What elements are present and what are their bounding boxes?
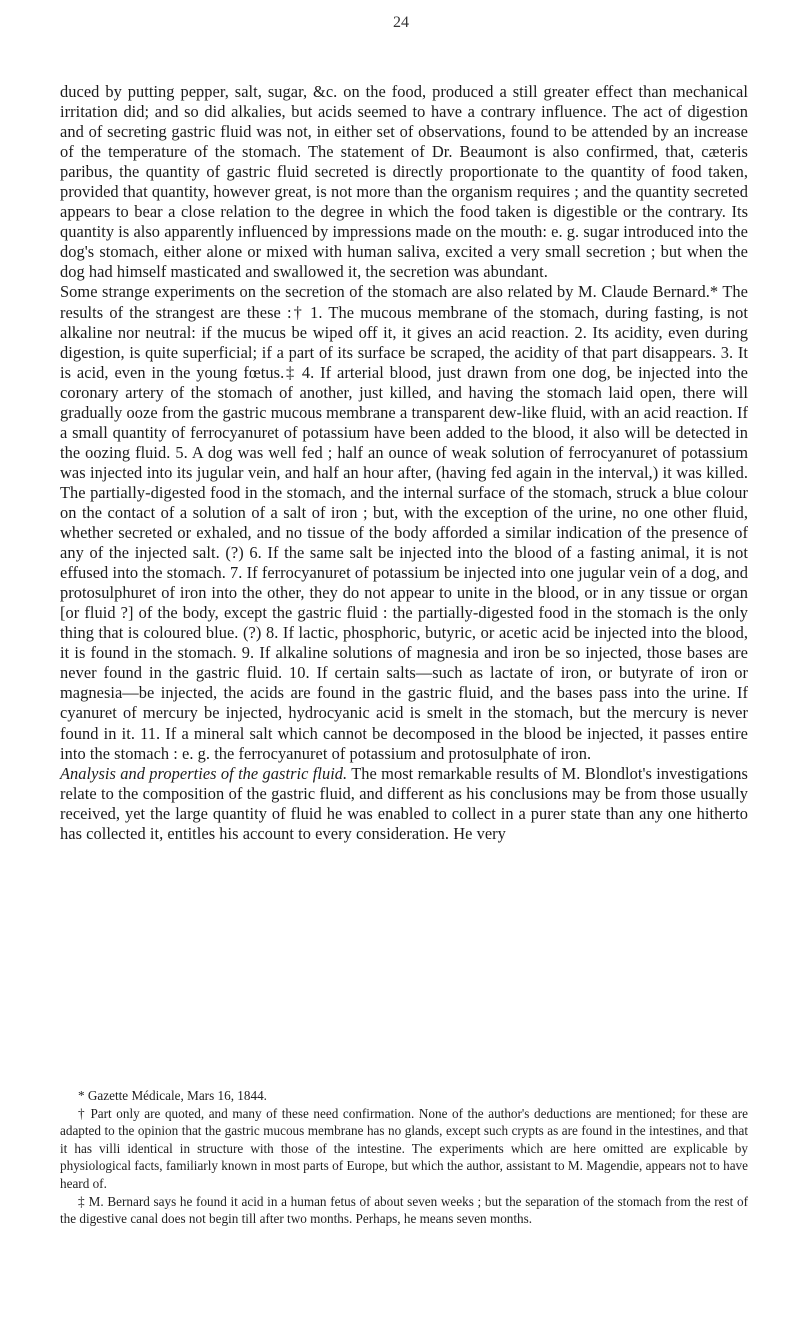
- footnote-1: * Gazette Médicale, Mars 16, 1844.: [78, 1088, 267, 1103]
- footnote-3: ‡ M. Bernard says he found it acid in a human fetus of about seven weeks ; but the separation of the stomach from the rest of the digestive canal does not begin till after two months. Perhaps, he means seven months.: [60, 1193, 748, 1227]
- paragraph-1: duced by putting pepper, salt, sugar, &c. on the food, produced a still greater effect than mechanical irritation did; and so did alkalies, but acids seemed to have a contrary influence. The act of digestion and of secreting gastric fluid was not, in either set of observations, found to be attended by an increase of the temperature of the stomach. The statement of Dr. Beaumont is also confirmed, that, cæteris paribus, the quantity of gastric fluid secreted is directly proportionate to the quantity of food taken, provided that quantity, however great, is not more than the organism requires ; and the quantity secreted appears to bear a close relation to the degree in which the food taken is digestible or the contrary. Its quantity is also apparently influenced by impressions made on the mouth: e. g. sugar introduced into the dog's stomach, either alone or mixed with human saliva, excited a very small secretion ; but when the dog had himself masticated and swallowed it, the secretion was abundant.: [60, 82, 748, 282]
- page-number: 24: [393, 14, 409, 31]
- section-heading: Analysis and properties of the gastric fluid.: [60, 763, 348, 783]
- section-text: The most remarkable results of M. Blondlot's investigations relate to the composition of the gastric fluid, and different as his conclusions may be from those usually received, yet the large quantity of fluid he was enabled to collect in a purer state than any one hitherto has collected it, entitles his account to every consideration. He very: [60, 763, 748, 843]
- paragraph-3: [60, 764, 748, 844]
- footnotes: [60, 1087, 748, 1228]
- main-text: [60, 82, 748, 844]
- paragraph-2: Some strange experiments on the secretion of the stomach are also related by M. Claude Bernard.* The results of the strangest are these :† 1. The mucous membrane of the stomach, during fasting, is not alkaline nor neutral: if the mucus be wiped off it, it gives an acid reaction. 2. Its acidity, even during digestion, is quite superficial; if a part of its surface be scraped, the acidity of that part disappears. 3. It is acid, even in the young fœtus.‡ 4. If arterial blood, just drawn from one dog, be injected into the coronary artery of the stomach of another, just killed, and having the stomach laid open, there will gradually ooze from the gastric mucous membrane a transparent dew-like fluid, with an acid reaction. If a small quantity of ferrocyanuret of potassium have been added to the blood, it also will be detected in the oozing fluid. 5. A dog was well fed ; half an ounce of weak solution of ferrocyanuret of potassium was injected into its jugular vein, and half an hour after, (having fed again in the interval,) it was killed. The partially-digested food in the stomach, and the internal surface of the stomach, struck a blue colour on the contact of a solution of a salt of iron ; but, with the exception of the urine, no one other fluid, whether secreted or exhaled, and no tissue of the body afforded a similar indication of the presence of any of the injected salt. (?) 6. If the same salt be injected into the blood of a fasting animal, it is not effused into the stomach. 7. If ferrocyanuret of potassium be injected into one jugular vein of a dog, and protosulphuret of iron into the other, they do not appear to unite in the blood, or in any tissue or organ [or fluid ?] of the body, except the gastric fluid : the partially-digested food in the stomach is the only thing that is coloured blue. (?) 8. If lactic, phosphoric, butyric, or acetic acid be injected into the blood, it is found in the stomach. 9. If alkaline solutions of magnesia and iron be so injected, those bases are never found in the gastric fluid. 10. If certain salts—such as lactate of iron, or butyrate of iron or magnesia—be injected, the acids are found in the gastric fluid, and the bases pass into the urine. If cyanuret of mercury be injected, hydrocyanic acid is smelt in the stomach, but the mercury is never found in it. 11. If a mineral salt which cannot be decomposed in the blood be injected, it passes entire into the stomach : e. g. the ferrocyanuret of potassium and protosulphate of iron.: [60, 282, 748, 763]
- footnote-2: † Part only are quoted, and many of these need confirmation. None of the author's deductions are mentioned; for these are adapted to the opinion that the gastric mucous membrane has no glands, except such crypts as are found in the intestines, and that it has villi identical in structure with those of the intestine. The experiments which are here omitted are explicable by physiological facts, familiarly known in most parts of Europe, but which the author, assistant to M. Magendie, appears not to have heard of.: [60, 1105, 748, 1191]
